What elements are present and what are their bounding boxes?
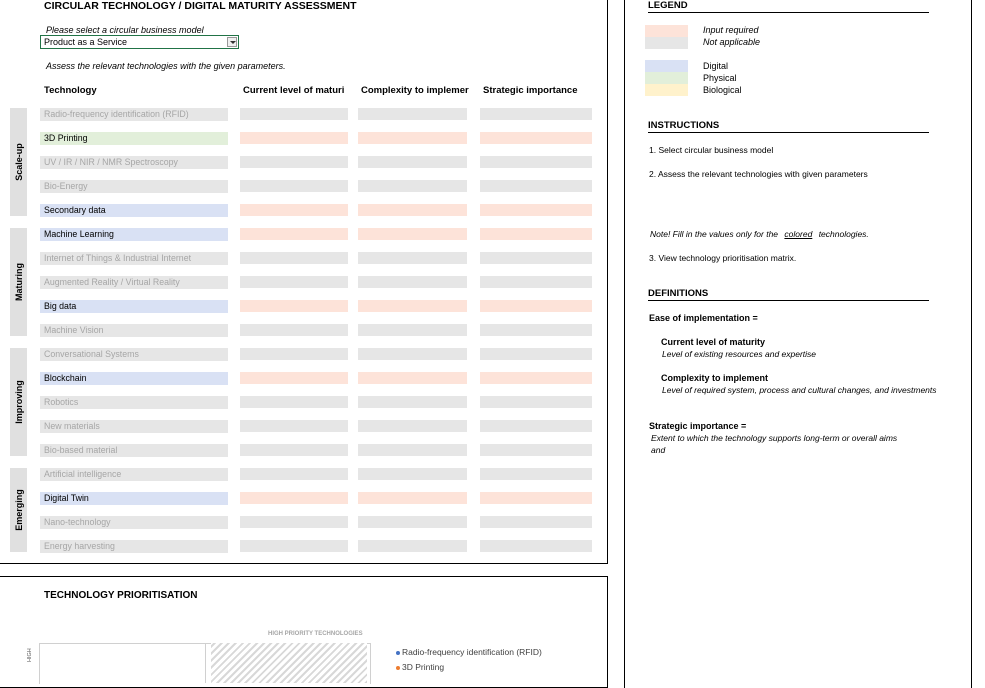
importance-input xyxy=(480,348,592,360)
stage-scale-up xyxy=(10,108,27,216)
maturity-input xyxy=(240,348,348,360)
maturity-input xyxy=(240,156,348,168)
technology-label: Bio-based material xyxy=(40,444,228,457)
complexity-input xyxy=(358,180,467,192)
business-model-dropdown[interactable] xyxy=(40,35,239,49)
technology-label: Robotics xyxy=(40,396,228,409)
complexity-input xyxy=(358,348,467,360)
technology-label: Machine Learning xyxy=(40,228,228,241)
importance-input xyxy=(480,252,592,264)
def-ease: Ease of implementation = xyxy=(649,313,758,323)
importance-input xyxy=(480,156,592,168)
legend-biological: Biological xyxy=(703,85,742,95)
definitions-title: DEFINITIONS xyxy=(648,288,929,301)
complexity-input xyxy=(358,444,467,456)
technology-label: Energy harvesting xyxy=(40,540,228,553)
complexity-input xyxy=(358,156,467,168)
chart-legend-label: Radio-frequency identification (RFID) xyxy=(402,647,542,657)
legend-digital: Digital xyxy=(703,61,729,71)
def-importance-term: Strategic importance = xyxy=(649,421,747,431)
chart-legend-item xyxy=(396,647,542,657)
maturity-input[interactable] xyxy=(240,204,348,216)
assess-prompt: Assess the relevant technologies with the given parameters. xyxy=(46,61,286,71)
select-model-prompt: Please select a circular business model xyxy=(46,25,204,35)
chevron-down-icon[interactable] xyxy=(227,37,237,47)
importance-input xyxy=(480,396,592,408)
technology-label: Augmented Reality / Virtual Reality xyxy=(40,276,228,289)
complexity-input[interactable] xyxy=(358,372,467,384)
technology-label: Big data xyxy=(40,300,228,313)
stage-label: Improving xyxy=(13,380,24,424)
technology-label: Radio-frequency identification (RFID) xyxy=(40,108,228,121)
maturity-input[interactable] xyxy=(240,492,348,504)
instruction-note xyxy=(650,229,869,239)
complexity-input xyxy=(358,516,467,528)
instruction-step-2: 2. Assess the relevant technologies with given parameters xyxy=(649,169,868,179)
importance-input xyxy=(480,444,592,456)
maturity-input xyxy=(240,468,348,480)
technology-label: 3D Printing xyxy=(40,132,228,145)
prioritisation-title: TECHNOLOGY PRIORITISATION xyxy=(44,590,198,601)
swatch-physical xyxy=(645,72,688,84)
maturity-input xyxy=(240,252,348,264)
chart-legend-label: 3D Printing xyxy=(402,662,445,672)
legend-not-applicable: Not applicable xyxy=(703,37,761,47)
technology-label: Machine Vision xyxy=(40,324,228,337)
business-model-value: Product as a Service xyxy=(44,37,128,47)
complexity-input[interactable] xyxy=(358,300,467,312)
importance-input xyxy=(480,516,592,528)
complexity-input[interactable] xyxy=(358,204,467,216)
def-maturity-term: Current level of maturity xyxy=(661,337,766,347)
def-complexity-desc: Level of required system, process and cultural changes, and investments xyxy=(662,385,937,395)
stage-label: Emerging xyxy=(13,489,24,531)
stage-label: Maturing xyxy=(13,263,24,301)
technology-label: Artificial intelligence xyxy=(40,468,228,481)
importance-input[interactable] xyxy=(480,300,592,312)
importance-input[interactable] xyxy=(480,132,592,144)
technology-label: Bio-Energy xyxy=(40,180,228,193)
header-maturity: Current level of maturi xyxy=(243,85,345,96)
importance-input xyxy=(480,108,592,120)
maturity-input xyxy=(240,276,348,288)
def-importance-desc-2: and xyxy=(651,445,666,455)
maturity-input[interactable] xyxy=(240,372,348,384)
technology-label: Blockchain xyxy=(40,372,228,385)
technology-label: Conversational Systems xyxy=(40,348,228,361)
note-post: technologies. xyxy=(818,229,869,239)
importance-input[interactable] xyxy=(480,204,592,216)
maturity-input xyxy=(240,396,348,408)
instruction-step-3: 3. View technology prioritisation matrix. xyxy=(649,253,797,263)
def-complexity-term: Complexity to implement xyxy=(661,373,769,383)
complexity-input[interactable] xyxy=(358,228,467,240)
header-importance: Strategic importance xyxy=(483,85,578,96)
y-axis-high-label: HIGH xyxy=(27,648,33,662)
note-colored: colored xyxy=(784,229,813,239)
header-complexity: Complexity to implemer xyxy=(361,85,469,96)
complexity-input xyxy=(358,324,467,336)
maturity-input xyxy=(240,324,348,336)
maturity-input xyxy=(240,444,348,456)
plot-divider xyxy=(205,643,206,683)
swatch-not-applicable xyxy=(645,37,688,49)
chart-legend-item xyxy=(396,662,444,672)
complexity-input xyxy=(358,540,467,552)
technology-label: Secondary data xyxy=(40,204,228,217)
importance-input xyxy=(480,276,592,288)
assessment-title: CIRCULAR TECHNOLOGY / DIGITAL MATURITY ASSESSMENT xyxy=(44,0,357,12)
stage-emerging xyxy=(10,468,27,552)
legend-dot-orange xyxy=(396,666,400,670)
maturity-input xyxy=(240,540,348,552)
importance-input[interactable] xyxy=(480,492,592,504)
technology-label: New materials xyxy=(40,420,228,433)
instruction-step-1: 1. Select circular business model xyxy=(649,145,774,155)
importance-input xyxy=(480,324,592,336)
maturity-input xyxy=(240,516,348,528)
legend-input-required: Input required xyxy=(703,25,759,35)
complexity-input xyxy=(358,396,467,408)
technology-label: Nano-technology xyxy=(40,516,228,529)
maturity-input[interactable] xyxy=(240,228,348,240)
maturity-input[interactable] xyxy=(240,300,348,312)
complexity-input[interactable] xyxy=(358,492,467,504)
technology-label: UV / IR / NIR / NMR Spectroscopy xyxy=(40,156,228,169)
def-importance-desc-1: Extent to which the technology supports long-term or overall aims xyxy=(651,433,898,443)
technology-label: Digital Twin xyxy=(40,492,228,505)
complexity-input xyxy=(358,276,467,288)
high-priority-region xyxy=(211,643,367,683)
def-maturity-desc: Level of existing resources and expertise xyxy=(662,349,817,359)
maturity-input xyxy=(240,180,348,192)
swatch-biological xyxy=(645,84,688,96)
note-pre: Note! Fill in the values only for the xyxy=(650,229,779,239)
importance-input xyxy=(480,468,592,480)
complexity-input xyxy=(358,420,467,432)
maturity-input xyxy=(240,108,348,120)
complexity-input xyxy=(358,468,467,480)
swatch-digital xyxy=(645,60,688,72)
stage-label: Scale-up xyxy=(13,143,24,181)
maturity-input xyxy=(240,420,348,432)
legend-dot-blue xyxy=(396,651,400,655)
importance-input[interactable] xyxy=(480,372,592,384)
high-priority-label: HIGH PRIORITY TECHNOLOGIES xyxy=(268,631,363,637)
swatch-input-required xyxy=(645,25,688,37)
technology-label: Internet of Things & Industrial Internet xyxy=(40,252,228,265)
maturity-input[interactable] xyxy=(240,132,348,144)
importance-input xyxy=(480,420,592,432)
importance-input xyxy=(480,180,592,192)
stage-improving xyxy=(10,348,27,456)
complexity-input xyxy=(358,108,467,120)
instructions-title: INSTRUCTIONS xyxy=(648,120,929,133)
complexity-input[interactable] xyxy=(358,132,467,144)
header-technology: Technology xyxy=(44,85,97,96)
complexity-input xyxy=(358,252,467,264)
importance-input xyxy=(480,540,592,552)
legend-physical: Physical xyxy=(703,73,737,83)
stage-maturing xyxy=(10,228,27,336)
legend-title: LEGEND xyxy=(648,0,929,13)
importance-input[interactable] xyxy=(480,228,592,240)
